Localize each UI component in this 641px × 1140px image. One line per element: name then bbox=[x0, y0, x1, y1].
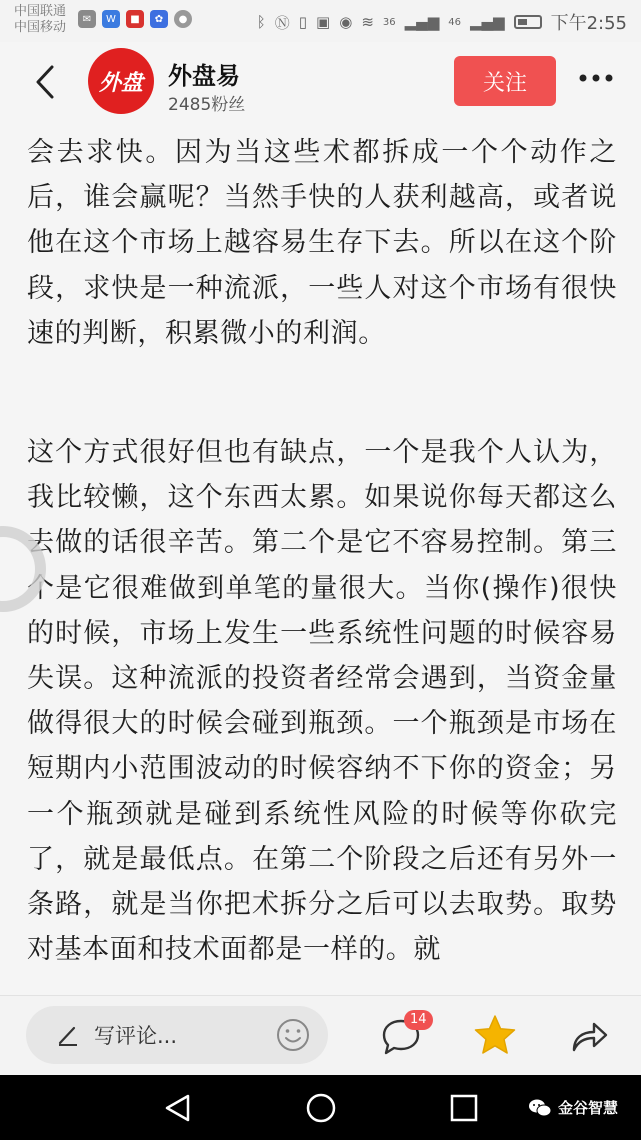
watermark bbox=[528, 1097, 618, 1118]
account-name[interactable]: 外盘易 bbox=[168, 62, 240, 90]
eye-icon: ◉ bbox=[339, 13, 353, 31]
notify-app-icon-2: W bbox=[102, 10, 120, 28]
nav-home-icon[interactable] bbox=[305, 1092, 337, 1124]
notify-app-icon-5: ● bbox=[174, 10, 192, 28]
signal-a-label: 36 bbox=[382, 16, 396, 28]
status-right bbox=[257, 9, 627, 35]
wifi-icon: ≋ bbox=[361, 13, 374, 31]
vibrate-icon: ▯ bbox=[298, 13, 308, 31]
notify-app-icon-1: ✉ bbox=[78, 10, 96, 28]
status-time: 下午2:55 bbox=[550, 13, 627, 34]
comment-placeholder: 写评论... bbox=[94, 1024, 178, 1048]
notify-app-icon-3: ■ bbox=[126, 10, 144, 28]
favorite-star-icon[interactable] bbox=[474, 1014, 516, 1056]
watermark-text: 金谷智慧 bbox=[558, 1099, 619, 1117]
follow-button[interactable]: 关注 bbox=[454, 56, 556, 106]
back-arrow-icon[interactable] bbox=[30, 64, 60, 100]
notify-app-icon-4: ✿ bbox=[150, 10, 168, 28]
signal-a-icon: ▂▄▆ bbox=[404, 13, 440, 31]
hd-icon: ▣ bbox=[316, 13, 331, 31]
notification-icons bbox=[78, 10, 192, 28]
nav-back-icon[interactable] bbox=[162, 1092, 194, 1124]
more-options-icon[interactable] bbox=[578, 72, 614, 84]
system-nav-bar bbox=[0, 1075, 641, 1140]
article-paragraph-1: 会去求快。因为当这些术都拆成一个个动作之后，谁会赢呢？当然手快的人获利越高，或者说他在这个市场上越容易生存下去。所以在这个阶段，求快是一种流派，一些人对这个市场有很快速的判断，积累微小的利润。 bbox=[27, 137, 617, 349]
comment-bar bbox=[0, 995, 641, 1075]
comment-input[interactable] bbox=[26, 1006, 328, 1064]
share-icon[interactable] bbox=[568, 1016, 610, 1056]
avatar[interactable] bbox=[88, 48, 154, 114]
signal-b-icon: ▂▄▆ bbox=[469, 13, 505, 31]
carrier-2: 中国移动 bbox=[14, 20, 67, 35]
wechat-icon bbox=[528, 1098, 552, 1118]
bluetooth-icon: ᛒ bbox=[256, 13, 266, 31]
pen-icon bbox=[56, 1023, 80, 1047]
article-paragraph-2: 这个方式很好但也有缺点，一个是我个人认为，我比较懒，这个东西太累。如果说你每天都这么去做的话很辛苦。第二个是它不容易控制。第三个是它很难做到单笔的量很大。当你(操作)很快的时候，市场上发生一些系统性问题的时候容易失误。这种流派的投资者经常会遇到，当资金量做得很大的时候会碰到瓶颈。一个瓶颈是市场在短期内小范围波动的时候容纳不下你的资金；另一个瓶颈就是碰到系统性风险的时候等你砍完了，就是最低点。在第二个阶段之后还有另外一条路，就是当你把术拆分之后可以去取势。取势对基本面和技术面都是一样的。就 bbox=[27, 437, 617, 966]
carriers bbox=[14, 4, 66, 36]
battery-icon bbox=[514, 15, 542, 29]
article-header bbox=[0, 42, 641, 124]
follower-count: 2485粉丝 bbox=[168, 95, 246, 115]
nfc-icon: Ⓝ bbox=[274, 13, 290, 32]
avatar-logo-text: 外盘 bbox=[98, 71, 143, 96]
comment-count-badge: 14 bbox=[404, 1010, 433, 1030]
signal-b-label: 46 bbox=[448, 16, 461, 28]
nav-recent-apps-icon[interactable] bbox=[448, 1092, 480, 1124]
emoji-icon[interactable] bbox=[276, 1018, 310, 1052]
article-body[interactable] bbox=[0, 124, 641, 995]
carrier-1: 中国联通 bbox=[14, 4, 67, 19]
status-bar bbox=[0, 0, 641, 42]
